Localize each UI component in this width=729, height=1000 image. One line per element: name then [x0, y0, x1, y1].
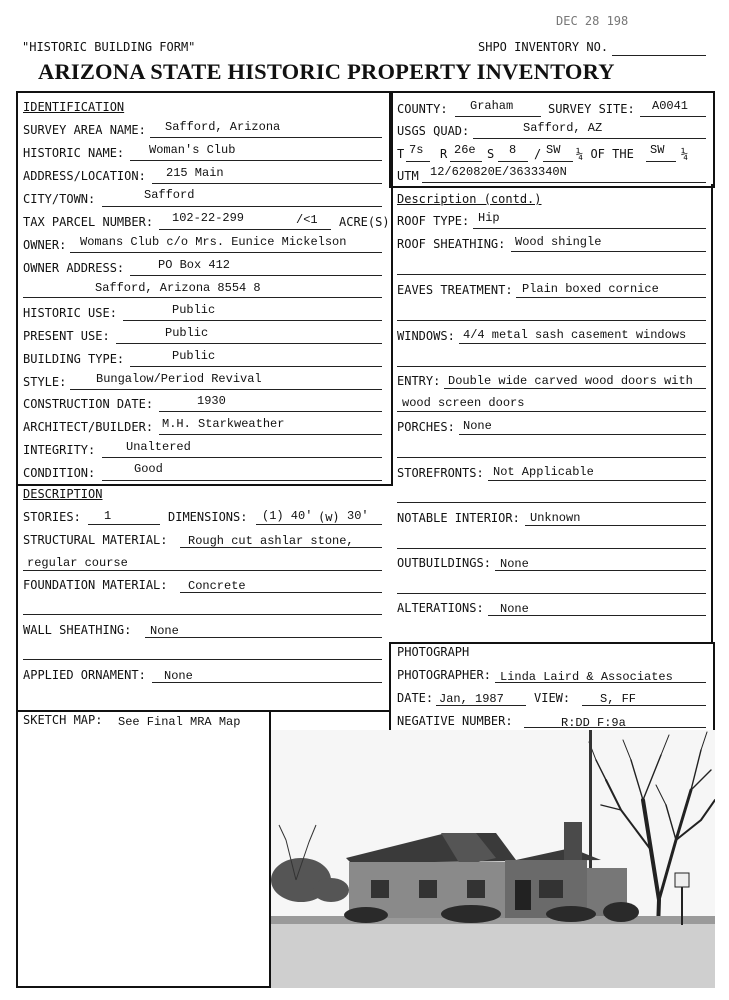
style-line	[70, 389, 382, 390]
tax-parcel-value: 102-22-299	[172, 211, 245, 225]
wall-sheathing-blank-line	[23, 659, 382, 660]
tax-parcel-line	[159, 229, 331, 230]
structural-line2	[23, 570, 382, 571]
roof-type-line	[473, 228, 706, 229]
quarter2-value: SW	[650, 143, 665, 157]
roof-sheathing-line	[511, 251, 706, 252]
dimensions-width: 30'	[347, 509, 369, 523]
township-value: 7s	[409, 143, 424, 157]
structural-value2: regular course	[27, 556, 128, 570]
wall-sheathing-value: None	[150, 624, 179, 638]
storefronts-line	[488, 480, 706, 481]
section-value: 8	[509, 143, 517, 157]
porches-value: None	[463, 419, 492, 433]
present-use-line	[116, 343, 382, 344]
survey-area-label: SURVEY AREA NAME:	[23, 123, 146, 137]
city-label: CITY/TOWN:	[23, 192, 96, 206]
building-type-value: Public	[172, 349, 216, 363]
roof-sheathing-value: Wood shingle	[515, 235, 602, 249]
quarter2-line	[646, 161, 676, 162]
owner-label: OWNER:	[23, 238, 67, 252]
dimensions-label: DIMENSIONS:	[168, 510, 248, 524]
acre-label: ACRE(S)	[339, 215, 390, 229]
building-type-line	[130, 366, 382, 367]
owner-address-value2: Safford, Arizona 8554 8	[95, 281, 261, 295]
style-label: STYLE:	[23, 375, 67, 389]
shpo-label: SHPO INVENTORY NO.	[478, 40, 609, 54]
present-use-value: Public	[165, 326, 209, 340]
porches-blank-line	[397, 457, 706, 458]
building-type-label: BUILDING TYPE:	[23, 352, 125, 366]
address-label: ADDRESS/LOCATION:	[23, 169, 146, 183]
historic-name-value: Woman's Club	[149, 143, 236, 157]
section-slash: /	[534, 147, 542, 161]
quarter1-value: SW	[546, 143, 561, 157]
structural-label: STRUCTURAL MATERIAL:	[23, 533, 168, 547]
tax-parcel-label: TAX PARCEL NUMBER:	[23, 215, 154, 229]
porches-line	[459, 434, 706, 435]
received-stamp: DEC 28 198	[556, 14, 629, 28]
owner-address-value1: PO Box 412	[158, 258, 231, 272]
windows-value: 4/4 metal sash casement windows	[463, 328, 687, 342]
eaves-label: EAVES TREATMENT:	[397, 283, 513, 297]
county-line	[455, 116, 541, 117]
sketch-top-line	[16, 710, 389, 712]
historic-name-line	[130, 160, 382, 161]
architect-label: ARCHITECT/BUILDER:	[23, 420, 154, 434]
entry-value2: wood screen doors	[402, 396, 525, 410]
alterations-value: None	[500, 602, 529, 616]
city-value: Safford	[144, 188, 195, 202]
date-label: DATE:	[397, 691, 434, 705]
entry-line2	[397, 411, 706, 412]
eaves-line	[516, 297, 706, 298]
outbuildings-label: OUTBUILDINGS:	[397, 556, 491, 570]
wall-sheathing-line	[145, 637, 382, 638]
range-line	[450, 161, 482, 162]
condition-label: CONDITION:	[23, 466, 96, 480]
style-value: Bungalow/Period Revival	[96, 372, 262, 386]
stories-label: STORIES:	[23, 510, 81, 524]
identification-heading: IDENTIFICATION	[23, 100, 125, 114]
right-frame-upper	[711, 184, 713, 642]
quarter2-label: ¼	[681, 147, 689, 161]
construction-date-label: CONSTRUCTION DATE:	[23, 397, 154, 411]
stories-value: 1	[104, 509, 112, 523]
foundation-value: Concrete	[188, 579, 246, 593]
form-type: "HISTORIC BUILDING FORM"	[22, 40, 196, 54]
architect-line	[159, 434, 382, 435]
negative-label: NEGATIVE NUMBER:	[397, 714, 513, 728]
usgs-quad-line	[473, 138, 706, 139]
integrity-value: Unaltered	[126, 440, 191, 454]
notable-blank-line	[397, 548, 706, 549]
building-photo	[271, 730, 715, 988]
owner-address-label: OWNER ADDRESS:	[23, 261, 125, 275]
range-value: 26e	[454, 143, 476, 157]
present-use-label: PRESENT USE:	[23, 329, 110, 343]
photographer-label: PHOTOGRAPHER:	[397, 668, 491, 682]
notable-interior-value: Unknown	[530, 511, 581, 525]
survey-site-label: SURVEY SITE:	[548, 102, 635, 116]
eaves-blank-line	[397, 320, 706, 321]
negative-value: R:DD F:9a	[561, 716, 626, 730]
integrity-line	[102, 457, 382, 458]
dimensions-w-label: (w)	[318, 510, 340, 524]
roof-type-label: ROOF TYPE:	[397, 214, 470, 228]
storefronts-blank-line	[397, 502, 706, 503]
sketch-map-label: SKETCH MAP:	[23, 713, 103, 727]
alterations-label: ALTERATIONS:	[397, 601, 484, 615]
foundation-label: FOUNDATION MATERIAL:	[23, 578, 168, 592]
description-heading: DESCRIPTION	[23, 487, 103, 501]
usgs-quad-value: Safford, AZ	[523, 121, 603, 135]
address-line	[152, 183, 382, 184]
owner-address-line2	[23, 297, 382, 298]
stories-line	[88, 524, 160, 525]
shpo-value-line	[612, 55, 706, 56]
condition-line	[102, 480, 382, 481]
roof-sheathing-label: ROOF SHEATHING:	[397, 237, 506, 251]
city-line	[102, 206, 382, 207]
applied-ornament-label: APPLIED ORNAMENT:	[23, 668, 146, 682]
historic-use-value: Public	[172, 303, 216, 317]
quarter1-label: ¼ OF THE	[576, 147, 634, 161]
address-value: 215 Main	[166, 166, 224, 180]
photographer-value: Linda Laird & Associates	[500, 670, 673, 684]
acre-value: /<1	[296, 213, 318, 227]
survey-site-line	[640, 116, 706, 117]
historic-use-line	[123, 320, 382, 321]
owner-address-line1	[130, 275, 382, 276]
photograph-heading: PHOTOGRAPH	[397, 645, 470, 659]
structural-value1: Rough cut ashlar stone,	[188, 534, 354, 548]
notable-interior-label: NOTABLE INTERIOR:	[397, 511, 520, 525]
page-title: ARIZONA STATE HISTORIC PROPERTY INVENTORY	[38, 59, 615, 84]
owner-value: Womans Club c/o Mrs. Eunice Mickelson	[80, 235, 347, 249]
windows-line	[459, 343, 706, 344]
roof-type-value: Hip	[478, 211, 500, 225]
entry-label: ENTRY:	[397, 374, 441, 388]
view-label: VIEW:	[534, 691, 571, 705]
date-value: Jan, 1987	[439, 692, 504, 706]
township-line	[406, 161, 430, 162]
desc-contd-heading: Description (contd.)	[397, 192, 542, 206]
utm-line	[422, 182, 706, 183]
survey-area-value: Safford, Arizona	[165, 120, 281, 134]
eaves-value: Plain boxed cornice	[522, 282, 659, 296]
owner-line	[70, 252, 382, 253]
township-label: T	[397, 147, 405, 161]
construction-date-line	[159, 411, 382, 412]
windows-blank-line	[397, 366, 706, 367]
utm-value: 12/620820E/3633340N	[430, 165, 567, 179]
dimensions-length: (1) 40'	[262, 509, 313, 523]
section-label: S	[487, 147, 495, 161]
section-line	[498, 161, 528, 162]
dimensions-line	[256, 524, 382, 525]
survey-site-value: A0041	[652, 99, 689, 113]
county-value: Graham	[470, 99, 514, 113]
county-label: COUNTY:	[397, 102, 448, 116]
applied-ornament-value: None	[164, 669, 193, 683]
wall-sheathing-label: WALL SHEATHING:	[23, 623, 132, 637]
sketch-map-value: See Final MRA Map	[118, 715, 241, 729]
utm-label: UTM	[397, 169, 419, 183]
outbuildings-value: None	[500, 557, 529, 571]
storefronts-label: STOREFRONTS:	[397, 466, 484, 480]
architect-value: M.H. Starkweather	[162, 417, 285, 431]
foundation-blank-line	[23, 614, 382, 615]
view-value: S, FF	[600, 692, 637, 706]
quarter1-line	[543, 161, 573, 162]
left-frame-lower	[16, 484, 18, 986]
survey-area-line	[150, 137, 382, 138]
usgs-quad-label: USGS QUAD:	[397, 124, 470, 138]
notable-interior-line	[525, 525, 706, 526]
condition-value: Good	[134, 462, 163, 476]
historic-name-label: HISTORIC NAME:	[23, 146, 125, 160]
desc-contd-top-line	[389, 186, 713, 188]
entry-line1	[444, 388, 706, 389]
windows-label: WINDOWS:	[397, 329, 455, 343]
range-label: R	[440, 147, 448, 161]
entry-value1: Double wide carved wood doors with	[448, 374, 693, 388]
integrity-label: INTEGRITY:	[23, 443, 96, 457]
construction-date-value: 1930	[197, 394, 226, 408]
porches-label: PORCHES:	[397, 420, 455, 434]
outbuildings-blank-line	[397, 593, 706, 594]
historic-use-label: HISTORIC USE:	[23, 306, 117, 320]
storefronts-value: Not Applicable	[493, 465, 594, 479]
description-top-line	[16, 484, 391, 486]
roof-blank-line	[397, 274, 706, 275]
